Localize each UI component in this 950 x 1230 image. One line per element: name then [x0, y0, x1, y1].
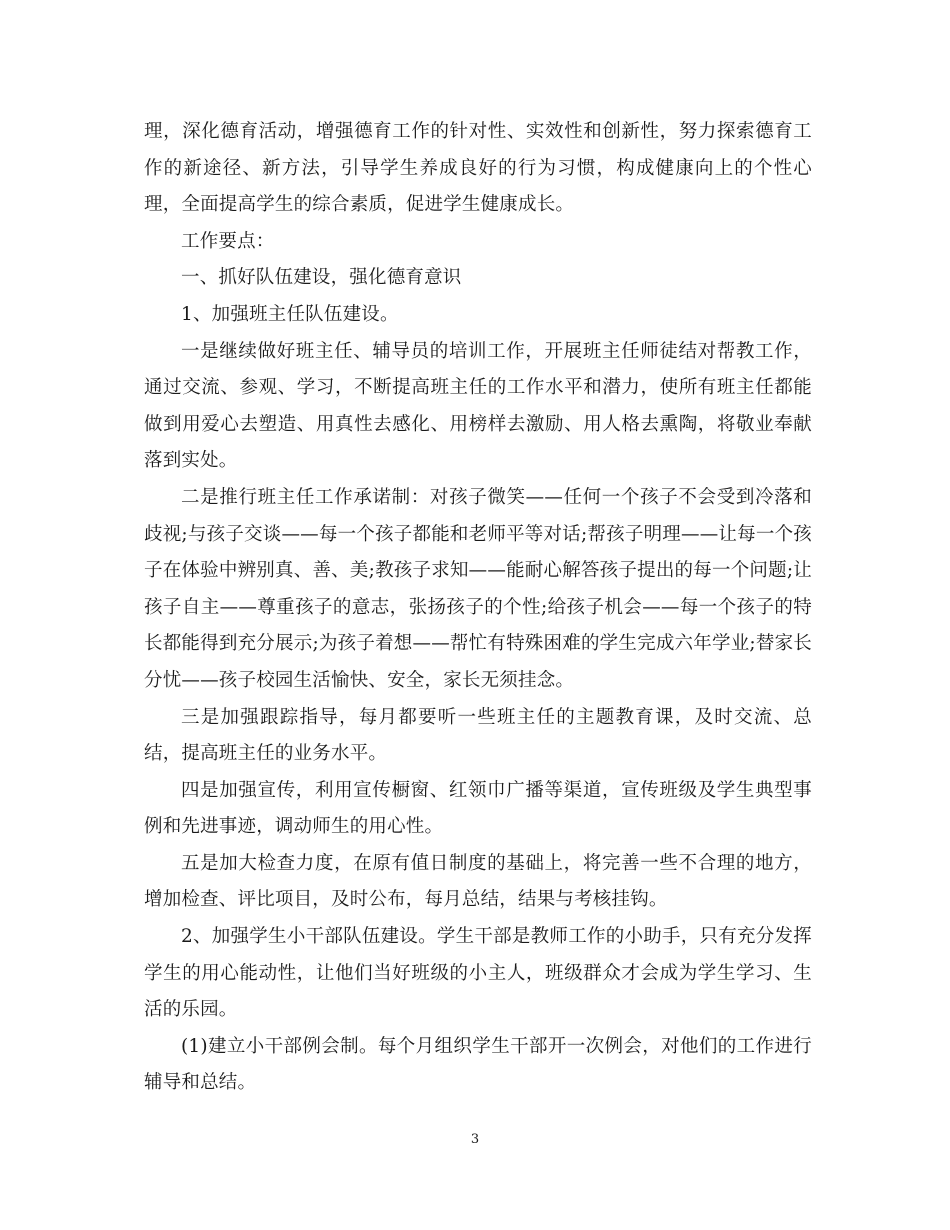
paragraph-point-five: 五是加大检查力度，在原有值日制度的基础上，将完善一些不合理的地方，增加检查、评比项目，及时公布，每月总结，结果与考核挂钩。 — [144, 852, 812, 911]
paragraph-sub-item-one: (1)建立小干部例会制。每个月组织学生干部开一次例会，对他们的工作进行辅导和总结。 — [144, 1035, 812, 1094]
paragraph-item-two: 2、加强学生小干部队伍建设。学生干部是教师工作的小助手，只有充分发挥学生的用心能动性，让他们当好班级的小主人，班级群众才会成为学生学习、生活的乐园。 — [144, 926, 812, 1021]
paragraph-point-one: 一是继续做好班主任、辅导员的培训工作，开展班主任师徒结对帮教工作，通过交流、参观、学习，不断提高班主任的工作水平和潜力，使所有班主任都能做到用爱心去塑造、用真性去感化、用榜样去激励、用人格去熏陶，将敬业奉献落到实处。 — [144, 340, 812, 472]
paragraph-section-one-heading: 一、抓好队伍建设，强化德育意识 — [181, 267, 462, 289]
paragraph-point-three: 三是加强跟踪指导，每月都要听一些班主任的主题教育课，及时交流、总结，提高班主任的业务水平。 — [144, 706, 812, 765]
paragraph-point-four: 四是加强宣传，利用宣传橱窗、红领巾广播等渠道，宣传班级及学生典型事例和先进事迹，调动师生的用心性。 — [144, 779, 812, 838]
paragraph-intro-continued: 理，深化德育活动，增强德育工作的针对性、实效性和创新性，努力探索德育工作的新途径、新方法，引导学生养成良好的行为习惯，构成健康向上的个性心理，全面提高学生的综合素质，促进学生健康成长。 — [144, 121, 812, 216]
paragraph-item-one-heading: 1、加强班主任队伍建设。 — [181, 303, 399, 325]
document-body — [144, 114, 812, 1102]
paragraph-work-points-heading: 工作要点： — [181, 230, 275, 252]
page-number: 3 — [470, 1132, 480, 1147]
paragraph-point-two: 二是推行班主任工作承诺制：对孩子微笑——任何一个孩子不会受到冷落和歧视;与孩子交谈——每一个孩子都能和老师平等对话;帮孩子明理——让每一个孩子在体验中辨别真、善、美;教孩子求知——能耐心解答孩子提出的每一个问题;让孩子自主——尊重孩子的意志，张扬孩子的个性;给孩子机会——每一个孩子的特长都能得到充分展示;为孩子着想——帮忙有特殊困难的学生完成六年学业;替家长分忧——孩子校园生活愉快、安全，家长无须挂念。 — [144, 486, 812, 691]
